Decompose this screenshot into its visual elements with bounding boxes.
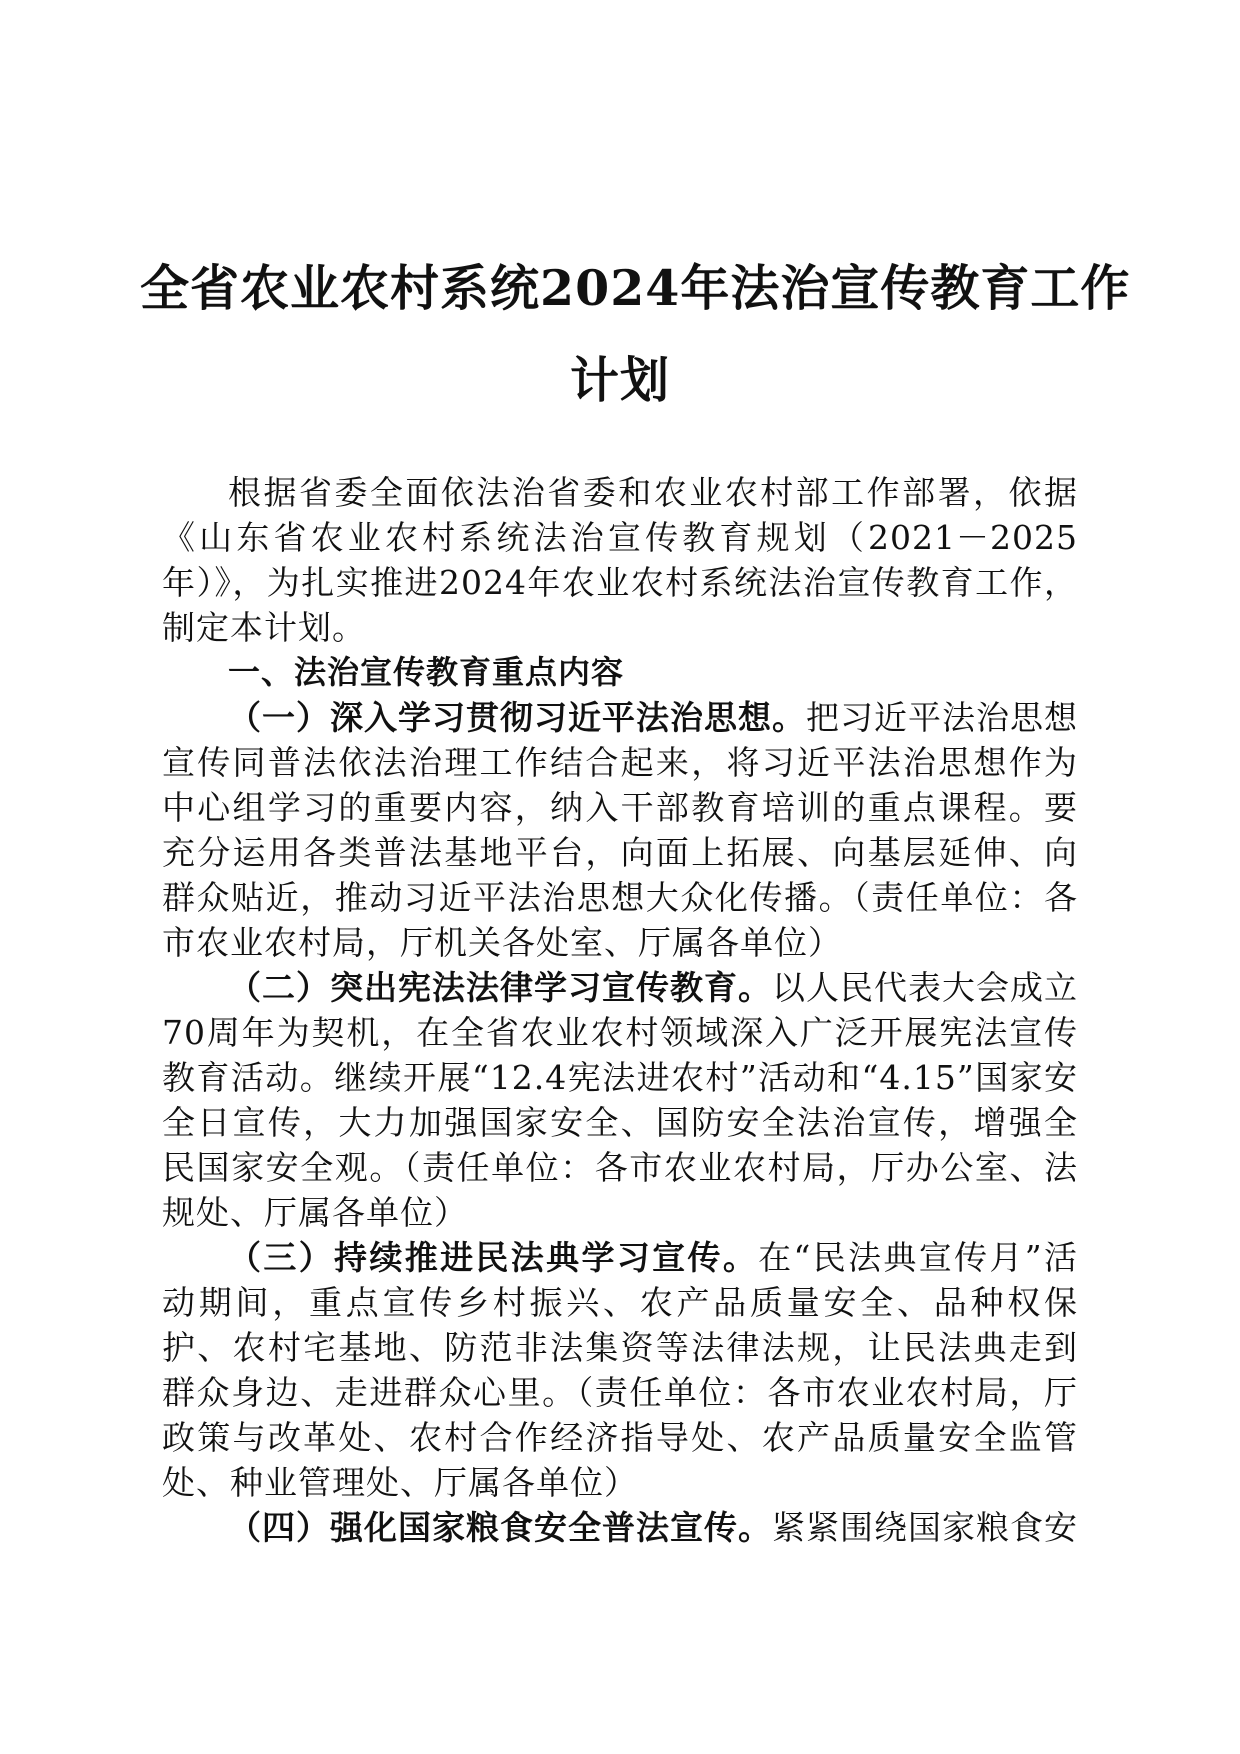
item-text: 紧紧围绕国家粮食安 — [772, 1508, 1078, 1547]
item-paragraph — [162, 965, 1078, 1235]
item-paragraph — [162, 1235, 1078, 1505]
item-lead: （二）突出宪法法律学习宣传教育。 — [228, 968, 772, 1007]
item-lead: （一）深入学习贯彻习近平法治思想。 — [228, 698, 806, 737]
document-title-line-2: 计划 — [569, 351, 670, 409]
item-text: 在“民法典宣传月”活动期间，重点宣传乡村振兴、农产品质量安全、品种权保护、农村宅基地、防范非法集资等法律法规，让民法典走到群众身边、走进群众心里。（责任单位：各市农业农村局，厅政策与改革处、农村合作经济指导处、农产品质量安全监管处、种业管理处、厅属各单位） — [162, 1238, 1078, 1502]
section-heading: 一、法治宣传教育重点内容 — [228, 653, 625, 691]
item-paragraph — [162, 695, 1078, 965]
item-lead: （四）强化国家粮食安全普法宣传。 — [228, 1508, 772, 1547]
document-title-line-1: 全省农业农村系统2024年法治宣传教育工作 — [140, 259, 1131, 317]
item-lead: （三）持续推进民法典学习宣传。 — [228, 1238, 759, 1277]
item-text: 把习近平法治思想宣传同普法依法治理工作结合起来，将习近平法治思想作为中心组学习的重要内容，纳入干部教育培训的重点课程。要充分运用各类普法基地平台，向面上拓展、向基层延伸、向群众贴近，推动习近平法治思想大众化传播。（责任单位：各市农业农村局，厅机关各处室、厅属各单位） — [162, 698, 1078, 962]
item-paragraph — [162, 1505, 1078, 1550]
intro-paragraph: 根据省委全面依法治省委和农业农村部工作部署，依据《山东省农业农村系统法治宣传教育规划（2021－2025年）》，为扎实推进2024年农业农村系统法治宣传教育工作，制定本计划。 — [162, 473, 1078, 647]
document-body — [162, 470, 1078, 1550]
item-text: 以人民代表大会成立70周年为契机，在全省农业农村领域深入广泛开展宪法宣传教育活动。继续开展“12.4宪法进农村”活动和“4.15”国家安全日宣传，大力加强国家安全、国防安全法治宣传，增强全民国家安全观。（责任单位：各市农业农村局，厅办公室、法规处、厅属各单位） — [162, 968, 1078, 1232]
